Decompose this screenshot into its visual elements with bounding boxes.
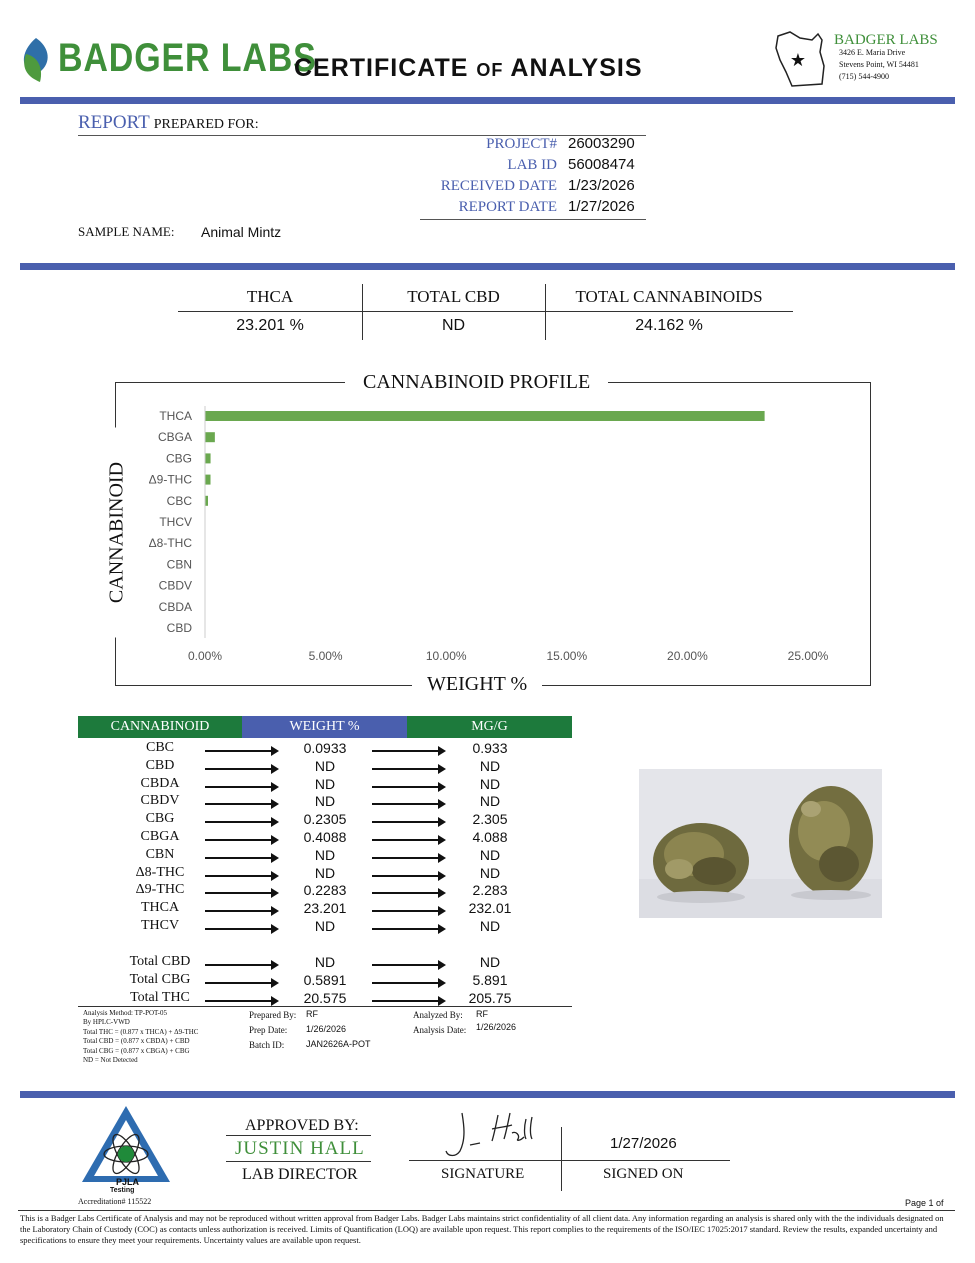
- company-phone: (715) 544-4900: [839, 72, 889, 81]
- row-weight: 0.0933: [303, 740, 347, 756]
- row-cannabinoid: CBD: [145, 757, 175, 773]
- row-weight: ND: [314, 757, 336, 774]
- y-tick-label: CBG: [165, 451, 192, 466]
- x-tick-label: 5.00%: [308, 649, 343, 663]
- report-date-value: 1/27/2026: [568, 198, 635, 215]
- company-address-2: Stevens Point, WI 54481: [839, 60, 919, 69]
- row-mgg: ND: [479, 864, 501, 881]
- method-line: Analysis Method: TP-POT-05: [83, 1009, 168, 1017]
- sample-photo: [639, 769, 882, 918]
- chart-ylabel: CANNABINOID: [106, 428, 129, 638]
- row-cannabinoid: THCV: [140, 918, 180, 933]
- summary-total-value: 24.162 %: [635, 317, 703, 334]
- arrow-icon: [372, 964, 444, 966]
- row-weight: 20.575: [303, 989, 347, 1006]
- summary-total-label: TOTAL CANNABINOIDS: [575, 287, 763, 306]
- summary-thca-label: THCA: [246, 287, 294, 306]
- row-cannabinoid: CBDV: [140, 793, 180, 809]
- arrow-icon: [372, 928, 444, 930]
- x-tick-label: 10.00%: [425, 649, 467, 663]
- analyzed-by-value: RF: [476, 1009, 488, 1019]
- arrow-icon: [205, 857, 277, 859]
- arrow-icon: [205, 964, 277, 966]
- approved-underline: [226, 1135, 371, 1136]
- y-tick-label: CBD: [166, 621, 192, 635]
- method-notes: [83, 1009, 198, 1065]
- arrow-icon: [372, 821, 444, 823]
- method-line: Total CBG = (0.877 x CBGA) + CBG: [83, 1046, 190, 1055]
- prep-date-label: Prep Date:: [249, 1025, 288, 1035]
- project-label: PROJECT#: [486, 136, 557, 152]
- arrow-icon: [205, 982, 277, 984]
- col-header-mgg: MG/G: [407, 716, 572, 738]
- row-cannabinoid: Total CBD: [129, 954, 191, 969]
- row-weight: ND: [314, 793, 336, 810]
- prep-date-value: 1/26/2026: [306, 1024, 347, 1034]
- signed-date: 1/27/2026: [610, 1135, 677, 1152]
- company-name: BADGER LABS: [834, 32, 938, 48]
- y-tick-label: Δ8-THC: [148, 536, 192, 551]
- row-weight: 0.4088: [303, 829, 347, 845]
- received-date-value: 1/23/2026: [568, 177, 635, 194]
- row-mgg: ND: [479, 846, 501, 863]
- y-tick-label: THCV: [159, 515, 192, 529]
- method-line: By HPLC-VWD: [83, 1018, 130, 1027]
- y-tick-label: THCA: [159, 409, 192, 423]
- arrow-icon: [205, 875, 277, 877]
- svg-text:★: ★: [789, 50, 807, 70]
- analysis-date-label: Analysis Date:: [413, 1025, 467, 1035]
- table-bottom-line: [78, 1006, 572, 1007]
- arrow-icon: [372, 768, 444, 770]
- signed-on-label: SIGNED ON: [603, 1166, 684, 1182]
- method-line: ND = Not Detected: [83, 1056, 138, 1065]
- arrow-icon: [372, 1000, 444, 1002]
- row-mgg: ND: [479, 918, 501, 934]
- approved-by-label: APPROVED BY:: [245, 1117, 359, 1134]
- row-cannabinoid: CBDA: [140, 775, 180, 791]
- method-line: Total CBD = (0.877 x CBDA) + CBD: [83, 1037, 190, 1046]
- bar: [205, 411, 765, 421]
- row-weight: 23.201: [303, 900, 347, 917]
- row-weight: ND: [314, 954, 336, 970]
- y-tick-label: Δ9-THC: [148, 472, 192, 487]
- row-cannabinoid: CBG: [145, 811, 175, 827]
- sample-name-label: SAMPLE NAME:: [78, 224, 175, 239]
- row-weight: 0.5891: [303, 971, 347, 988]
- row-cannabinoid: THCA: [140, 900, 180, 916]
- company-address-1: 3426 E. Maria Drive: [839, 48, 906, 57]
- arrow-icon: [205, 892, 277, 894]
- y-tick-label: CBC: [166, 493, 192, 508]
- row-mgg: ND: [479, 775, 501, 792]
- arrow-icon: [205, 821, 277, 823]
- row-weight: ND: [314, 775, 336, 792]
- analyzed-by-label: Analyzed By:: [413, 1010, 463, 1020]
- title-part1: CERTIFICATE: [294, 54, 469, 82]
- received-date-label: RECEIVED DATE: [440, 178, 557, 194]
- row-mgg: ND: [479, 793, 501, 810]
- footer-line: [18, 1210, 955, 1211]
- arrow-icon: [372, 839, 444, 841]
- chart-title: CANNABINOID PROFILE: [345, 371, 608, 394]
- arrow-icon: [205, 750, 277, 752]
- prepared-for-label: PREPARED FOR:: [153, 117, 259, 132]
- arrow-icon: [205, 786, 277, 788]
- arrow-icon: [372, 803, 444, 805]
- arrow-icon: [205, 803, 277, 805]
- arrow-icon: [205, 839, 277, 841]
- col-header-cannabinoid: CANNABINOID: [78, 716, 242, 738]
- arrow-icon: [372, 982, 444, 984]
- row-mgg: 232.01: [468, 900, 512, 917]
- row-mgg: 0.933: [472, 740, 508, 756]
- y-tick-label: CBGA: [157, 430, 192, 445]
- signature-icon: [440, 1105, 550, 1163]
- row-mgg: ND: [479, 954, 501, 970]
- row-weight: ND: [314, 846, 336, 863]
- y-tick-label: CBDA: [158, 599, 192, 614]
- arrow-icon: [372, 892, 444, 894]
- arrow-icon: [372, 910, 444, 912]
- arrow-icon: [372, 786, 444, 788]
- signature-divider: [561, 1127, 562, 1191]
- accreditation-number: Accreditation# 115522: [78, 1197, 152, 1206]
- pjla-logo-icon: [80, 1104, 172, 1184]
- row-weight: ND: [314, 864, 336, 881]
- signature-line: [409, 1160, 730, 1161]
- row-weight: 0.2283: [303, 882, 347, 899]
- row-mgg: 4.088: [472, 829, 508, 845]
- row-cannabinoid: Δ9-THC: [135, 882, 185, 898]
- arrow-icon: [205, 928, 277, 930]
- footer-disclaimer: This is a Badger Labs Certificate of Analysis and may not be reproduced without written approval from Badger Labs. Badger Labs maintains strict confidentiality of all client data. Any information regarding an analysis is shared only with the the individuals designated on the Laboratory Chain of Custody (COC) as contacts unless authorization is received. Limits of Quantification (LOQ) are available upon request. This report complies to the requirements of the ISO/IEC 17025:2017 standard. Review the results, expanded uncertainty and specifications to ensure they meet your requirements. Uncertainty values are available upon request.: [20, 1213, 944, 1245]
- y-tick-label: CBN: [166, 557, 192, 572]
- title-of: OF: [476, 60, 504, 80]
- approver-name: JUSTIN HALL: [235, 1138, 365, 1159]
- signature-label: SIGNATURE: [441, 1166, 525, 1182]
- logo-text: BADGER LABS: [58, 36, 317, 80]
- report-date-label: REPORT DATE: [458, 199, 557, 215]
- prepared-by-value: RF: [306, 1009, 318, 1019]
- project-value: 26003290: [568, 135, 635, 152]
- row-cannabinoid: CBN: [145, 846, 175, 862]
- method-line: Total THC = (0.877 x THCA) + Δ9-THC: [83, 1027, 199, 1036]
- divider: [20, 1091, 955, 1098]
- summary-cbd-label: TOTAL CBD: [407, 287, 500, 306]
- chart-xlabel: WEIGHT %: [412, 673, 542, 696]
- arrow-icon: [205, 1000, 277, 1002]
- batch-id-label: Batch ID:: [249, 1040, 285, 1050]
- summary-thca-value: 23.201 %: [236, 317, 304, 334]
- row-weight: ND: [314, 918, 336, 934]
- arrow-icon: [372, 750, 444, 752]
- analysis-date-value: 1/26/2026: [476, 1022, 517, 1032]
- arrow-icon: [205, 910, 277, 912]
- bar: [205, 475, 211, 485]
- row-mgg: 205.75: [468, 989, 512, 1006]
- pjla-label: PJLA: [116, 1177, 140, 1187]
- col-header-weight: WEIGHT %: [242, 716, 407, 738]
- pjla-testing: Testing: [110, 1187, 135, 1194]
- row-cannabinoid: Δ8-THC: [135, 864, 185, 880]
- x-tick-label: 25.00%: [787, 649, 829, 663]
- arrow-icon: [205, 768, 277, 770]
- report-label: REPORT: [78, 112, 150, 133]
- row-mgg: ND: [479, 757, 501, 774]
- row-mgg: 5.891: [472, 971, 508, 988]
- bar: [205, 453, 211, 463]
- row-cannabinoid: CBC: [145, 740, 174, 755]
- bar: [205, 432, 215, 442]
- row-cannabinoid: Total THC: [130, 989, 190, 1005]
- title-part2: ANALYSIS: [510, 54, 643, 82]
- row-cannabinoid: CBGA: [140, 829, 180, 844]
- labid-value: 56008474: [568, 156, 635, 173]
- row-cannabinoid: Total CBG: [129, 971, 191, 987]
- prepared-by-label: Prepared By:: [249, 1010, 297, 1020]
- row-mgg: 2.283: [472, 882, 508, 899]
- row-mgg: 2.305: [472, 811, 508, 828]
- row-weight: 0.2305: [303, 811, 347, 828]
- summary-cbd-value: ND: [441, 317, 466, 334]
- x-tick-label: 0.00%: [187, 649, 223, 663]
- x-tick-label: 15.00%: [546, 649, 588, 663]
- sample-name-value: Animal Mintz: [201, 224, 282, 240]
- batch-id-value: JAN2626A-POT: [306, 1039, 371, 1049]
- page-number: Page 1 of: [905, 1198, 944, 1208]
- name-underline: [226, 1161, 371, 1162]
- arrow-icon: [372, 875, 444, 877]
- arrow-icon: [372, 857, 444, 859]
- y-tick-label: CBDV: [158, 578, 192, 593]
- approver-title: LAB DIRECTOR: [242, 1166, 358, 1183]
- labid-label: LAB ID: [507, 157, 557, 173]
- x-tick-label: 20.00%: [667, 649, 708, 663]
